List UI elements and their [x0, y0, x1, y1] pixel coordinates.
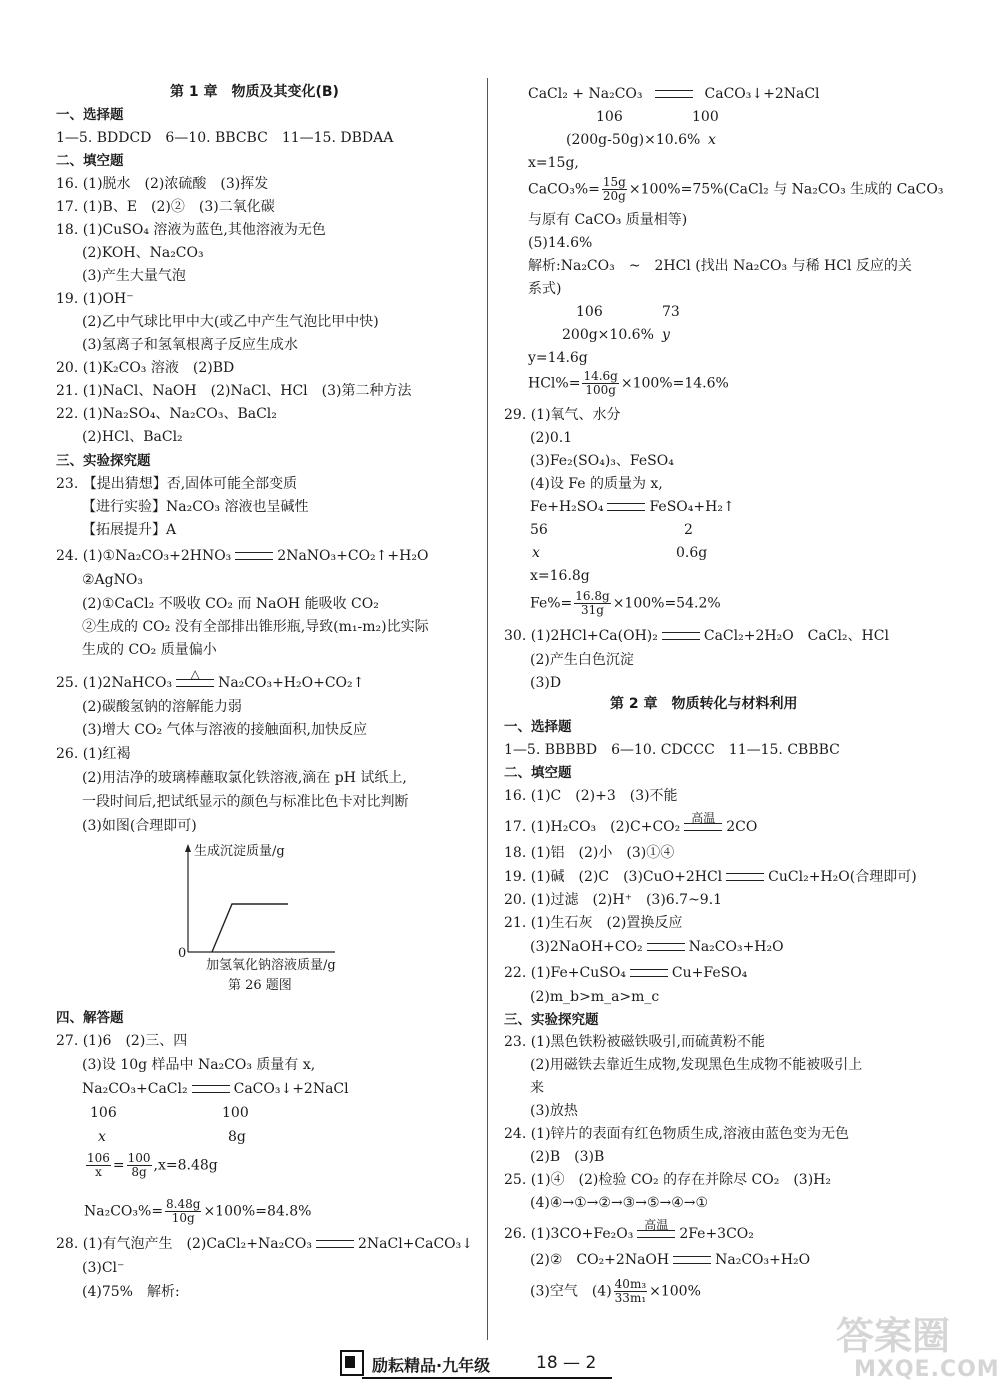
answer-line: 16. (1)脱水 (2)浓硫酸 (3)挥发 [56, 176, 269, 192]
equals-sign [235, 552, 273, 560]
answer-line: (3)D [530, 675, 562, 691]
answer-line: (3)设 10g 样品中 Na₂CO₃ 质量有 x, [82, 1057, 316, 1073]
graph-caption: 第 26 题图 [228, 978, 292, 993]
ratio-value: 106 [90, 1105, 117, 1121]
curve [212, 904, 288, 952]
ratio-value: x [708, 132, 716, 148]
equation-line: 25. (1)2NaHCO₃ △ Na₂CO₃+H₂O+CO₂↑ [56, 667, 365, 691]
answer-line: 21. (1)生石灰 (2)置换反应 [504, 915, 683, 931]
answer-line: (3)放热 [530, 1103, 578, 1119]
answer-line: (4)75% 解析: [82, 1284, 180, 1300]
answer-line: 20. (1)过滤 (2)H⁺ (3)6.7~9.1 [504, 892, 723, 908]
section-heading: 一、选择题 [56, 107, 124, 123]
equation-line: 22. (1)Fe+CuSO₄ Cu+FeSO₄ [504, 965, 748, 981]
answer-line: y=14.6g [528, 350, 588, 366]
answer-line: 24. (1)锌片的表面有红色物质生成,溶液由蓝色变为无色 [504, 1126, 849, 1142]
equals-sign [655, 90, 693, 98]
answer-line: (2)HCl、BaCl₂ [82, 429, 183, 445]
answer-line: 1—5. BDDCD 6—10. BBCBC 11—15. DBDAA [56, 130, 394, 146]
equals-sign [192, 1085, 230, 1093]
ratio-value: 100 [692, 109, 719, 125]
ratio-value: x [98, 1129, 106, 1145]
answer-line: (2)用洁净的玻璃棒蘸取氯化铁溶液,滴在 pH 试纸上, [82, 770, 407, 786]
equation-line: 19. (1)碱 (2)C (3)CuO+2HCl CuCl₂+H₂O(合理即可) [504, 869, 917, 885]
answer-line: 1—5. BBBBD 6—10. CDCCC 11—15. CBBBC [504, 742, 840, 758]
answer-line: 26. (1)红褐 [56, 746, 131, 762]
section-heading: 三、实验探究题 [504, 1012, 599, 1028]
ratio-value: x [532, 545, 540, 561]
equals-sign [662, 632, 700, 640]
answer-line: (3)产生大量气泡 [82, 268, 186, 284]
answer-line: ②AgNO₃ [82, 572, 143, 588]
equation-line: 30. (1)2HCl+Ca(OH)₂ CaCl₂+2H₂O CaCl₂、HCl [504, 628, 889, 644]
fraction-line: Fe%= $\frac{16.8g}{31g}$ ×100%=54.2% [530, 589, 721, 617]
equals-sign [673, 1256, 711, 1264]
answer-line: 18. (1)铝 (2)小 (3)①④ [504, 845, 675, 861]
site-watermark: 答案圈 MXQE.COM [836, 1314, 1000, 1382]
equation-line: 26. (1)3CO+Fe₂O₃ 高温 2Fe+3CO₂ [504, 1218, 754, 1242]
ratio-value: 106 [576, 304, 603, 320]
ratio-value: y [662, 327, 670, 343]
answer-line: x=16.8g [530, 568, 590, 584]
answer-line: (2)用磁铁去靠近生成物,发现黑色生成物不能被吸引上 [530, 1057, 863, 1073]
answer-line: (2)碳酸氢钠的溶解能力弱 [82, 699, 242, 715]
ratio-value: 0.6g [676, 545, 708, 561]
book-logo-icon [340, 1350, 364, 1376]
answer-line: (3)增大 CO₂ 气体与溶液的接触面积,加快反应 [82, 722, 367, 738]
answer-line: 20. (1)K₂CO₃ 溶液 (2)BD [56, 360, 235, 376]
answer-line: (3)Fe₂(SO₄)₃、FeSO₄ [530, 453, 674, 469]
equals-sign [607, 503, 645, 511]
answer-line: 解析:Na₂CO₃ ~ 2HCl (找出 Na₂CO₃ 与稀 HCl 反应的关 [528, 258, 912, 274]
chapter-title: 第 1 章 物质及其变化(B) [170, 84, 339, 100]
equation-line: CaCl₂ + Na₂CO₃ CaCO₃↓+2NaCl [528, 86, 820, 102]
section-heading: 二、填空题 [56, 153, 124, 169]
graph-origin: 0 [178, 946, 187, 961]
equals-sign: △ [176, 679, 214, 687]
answer-line: 27. (1)6 (2)三、四 [56, 1033, 188, 1049]
answer-line: 生成的 CO₂ 质量偏小 [82, 642, 217, 658]
ratio-value: 73 [662, 304, 680, 320]
equals-sign [630, 969, 668, 977]
fraction-line: Na₂CO₃%= $\frac{8.48g}{10g}$ ×100%=84.8% [84, 1197, 312, 1225]
answer-line: 25. (1)④ (2)检验 CO₂ 的存在并除尽 CO₂ (3)H₂ [504, 1172, 831, 1188]
equals-sign [316, 1240, 354, 1248]
answer-line: 18. (1)CuSO₄ 溶液为蓝色,其他溶液为无色 [56, 222, 326, 238]
answer-line: (3)Cl⁻ [82, 1260, 125, 1276]
fraction-line: CaCO₃%= $\frac{15g}{20g}$ ×100%=75%(CaCl₂ 与 Na₂CO₃ 生成的 CaCO₃ [528, 175, 944, 203]
page-number: 18 — 2 [536, 1353, 597, 1373]
answer-line: (2)KOH、Na₂CO₃ [82, 245, 204, 261]
answer-line: (4)④→①→②→③→⑤→④→① [530, 1195, 709, 1211]
answer-line: 与原有 CaCO₃ 质量相等) [528, 212, 688, 228]
answer-line: x=15g, [528, 155, 579, 171]
equation-line: Fe+H₂SO₄ FeSO₄+H₂↑ [530, 499, 735, 515]
equals-sign [647, 943, 685, 951]
answer-line: 16. (1)C (2)+3 (3)不能 [504, 788, 678, 804]
answer-line: 一段时间后,把试纸显示的颜色与标准比色卡对比判断 [82, 794, 409, 810]
graph-y-label: 生成沉淀质量/g [194, 844, 285, 859]
ratio-value: 2 [684, 522, 693, 538]
answer-line: (4)设 Fe 的质量为 x, [530, 476, 663, 492]
ratio-value: (200g-50g)×10.6% [566, 132, 701, 148]
answer-line: (2)产生白色沉淀 [530, 652, 634, 668]
ratio-value: 100 [222, 1105, 249, 1121]
answer-line: 22. (1)Na₂SO₄、Na₂CO₃、BaCl₂ [56, 406, 277, 422]
section-heading: 一、选择题 [504, 719, 572, 735]
section-heading: 四、解答题 [56, 1010, 124, 1026]
answer-line: 【进行实验】Na₂CO₃ 溶液也呈碱性 [82, 499, 309, 515]
equation-line: Na₂CO₃+CaCl₂ CaCO₃↓+2NaCl [82, 1081, 349, 1097]
equation-line: 28. (1)有气泡产生 (2)CaCl₂+Na₂CO₃ 2NaCl+CaCO₃↓ [56, 1236, 473, 1252]
section-heading: 三、实验探究题 [56, 453, 151, 469]
ratio-value: 106 [596, 109, 623, 125]
answer-line: 21. (1)NaCl、NaOH (2)NaCl、HCl (3)第二种方法 [56, 383, 412, 399]
equals-sign: 高温 [684, 823, 722, 831]
ratio-value: 56 [530, 522, 548, 538]
answer-line: 29. (1)氧气、水分 [504, 407, 621, 423]
y-axis-arrow [185, 844, 191, 852]
answer-line: 23. 【提出猜想】否,固体可能全部变质 [56, 476, 298, 492]
answer-line: (2)①CaCl₂ 不吸收 CO₂ 而 NaOH 能吸收 CO₂ [82, 596, 379, 612]
answer-line: 【拓展提升】A [82, 522, 177, 538]
answer-line: (2)0.1 [530, 430, 573, 446]
answer-line: (3)如图(合理即可) [82, 818, 197, 834]
answer-line: ②生成的 CO₂ 没有全部排出锥形瓶,导致(m₁-m₂)比实际 [82, 619, 429, 635]
answer-line: (3)氢离子和氢氧根离子反应生成水 [82, 337, 298, 353]
equation-line: 17. (1)H₂CO₃ (2)C+CO₂ 高温 2CO [504, 811, 758, 835]
answer-line: (2)乙中气球比甲中大(或乙中产生气泡比甲中快) [82, 314, 379, 330]
answer-line: 系式) [528, 281, 562, 297]
equation-line: (3)2NaOH+CO₂ Na₂CO₃+H₂O [530, 939, 784, 955]
fraction-line: $\frac{106}{x}$ = $\frac{100}{8g}$ ,x=8.48g [87, 1151, 218, 1179]
equals-sign [726, 873, 764, 881]
fraction-line: HCl%= $\frac{14.6g}{100g}$ ×100%=14.6% [528, 369, 729, 397]
equals-sign: 高温 [637, 1230, 675, 1238]
page-footer [340, 1350, 640, 1380]
section-heading: 二、填空题 [504, 765, 572, 781]
footer-title: 励耘精品·九年级 [372, 1356, 491, 1375]
graph-x-label: 加氢氧化钠溶液质量/g [206, 958, 336, 973]
footer-rule [362, 1377, 612, 1379]
answer-line: (5)14.6% [528, 235, 593, 251]
answer-line: 23. (1)黑色铁粉被磁铁吸引,而硫黄粉不能 [504, 1034, 765, 1050]
answer-line: (2)B (3)B [530, 1149, 605, 1165]
answer-line: 19. (1)OH⁻ [56, 291, 134, 307]
equation-line: (2)② CO₂+2NaOH Na₂CO₃+H₂O [530, 1252, 811, 1268]
chapter-title: 第 2 章 物质转化与材料利用 [610, 696, 798, 712]
ratio-value: 200g×10.6% [562, 327, 654, 343]
ratio-value: 8g [228, 1129, 246, 1145]
fraction-line: (3)空气 (4) $\frac{\text{40m₃}}{\text{33m₁}}$ ×100% [530, 1277, 701, 1305]
answer-line: 17. (1)B、E (2)② (3)二氧化碳 [56, 199, 275, 215]
answer-line: (2)m_b>m_a>m_c [530, 989, 660, 1005]
answer-line: 来 [530, 1080, 544, 1096]
column-divider [487, 78, 488, 1340]
equation-line: 24. (1)①Na₂CO₃+2HNO₃ 2NaNO₃+CO₂↑+H₂O [56, 548, 429, 564]
